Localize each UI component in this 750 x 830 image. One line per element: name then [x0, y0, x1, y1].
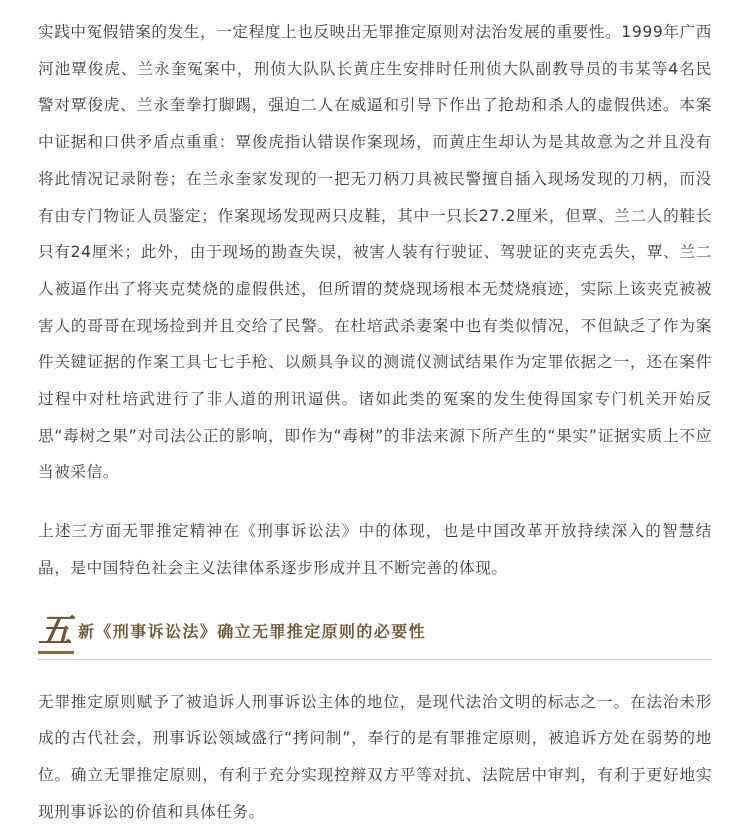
section-title: 新《刑事诉讼法》确立无罪推定原则的必要性	[78, 621, 427, 641]
section-heading	[38, 611, 712, 660]
paragraph-wrongful-convictions: 实践中冤假错案的发生，一定程度上也反映出无罪推定原则对法治发展的重要性。1999年广西河池覃俊虎、兰永奎冤案中，刑侦大队队长黄庄生安排时任刑侦大队副教导员的韦某等4名民警对覃俊虎、兰永奎拳打脚踢，强迫二人在威逼和引导下作出了抢劫和杀人的虚假供述。本案中证据和口供矛盾点重重：覃俊虎指认错误作案现场，而黄庄生却认为是其故意为之并且没有将此情况记录附卷；在兰永奎家发现的一把无刀柄刀具被民警擅自插入现场发现的刀柄，而没有由专门物证人员鉴定；作案现场发现两只皮鞋，其中一只长27.2厘米，但覃、兰二人的鞋长只有24厘米；此外，由于现场的勘查失误，被害人装有行驶证、驾驶证的夹克丢失，覃、兰二人被逼作出了将夹克焚烧的虚假供述，但所谓的焚烧现场根本无焚烧痕迹，实际上该夹克被被害人的哥哥在现场捡到并且交给了民警。在杜培武杀妻案中也有类似情况，不但缺乏了作为案件关键证据的作案工具七七手枪、以颇具争议的测谎仪测试结果作为定罪依据之一，还在案件过程中对杜培武进行了非人道的刑讯逼供。诸如此类的冤案的发生使得国家专门机关开始反思“毒树之果”对司法公正的影响，即作为“毒树”的非法来源下所产生的“果实”证据实质上不应当被采信。	[38, 23, 712, 482]
paragraph-necessity: 无罪推定原则赋予了被追诉人刑事诉讼主体的地位，是现代法治文明的标志之一。在法治未形成的古代社会，刑事诉讼领域盛行“拷问制”，奉行的是有罪推定原则，被追诉方处在弱势的地位。确立无罪推定原则，有利于充分实现控辩双方平等对抗、法院居中审判，有利于更好地实现刑事诉讼的价值和具体任务。	[38, 692, 712, 821]
section-number: 五	[38, 610, 72, 651]
article-body	[38, 14, 712, 830]
paragraph-summary: 上述三方面无罪推定精神在《刑事诉讼法》中的体现，也是中国改革开放持续深入的智慧结晶，是中国特色社会主义法律体系逐步形成并且不断完善的体现。	[38, 522, 712, 577]
section-number-underline	[38, 651, 74, 654]
